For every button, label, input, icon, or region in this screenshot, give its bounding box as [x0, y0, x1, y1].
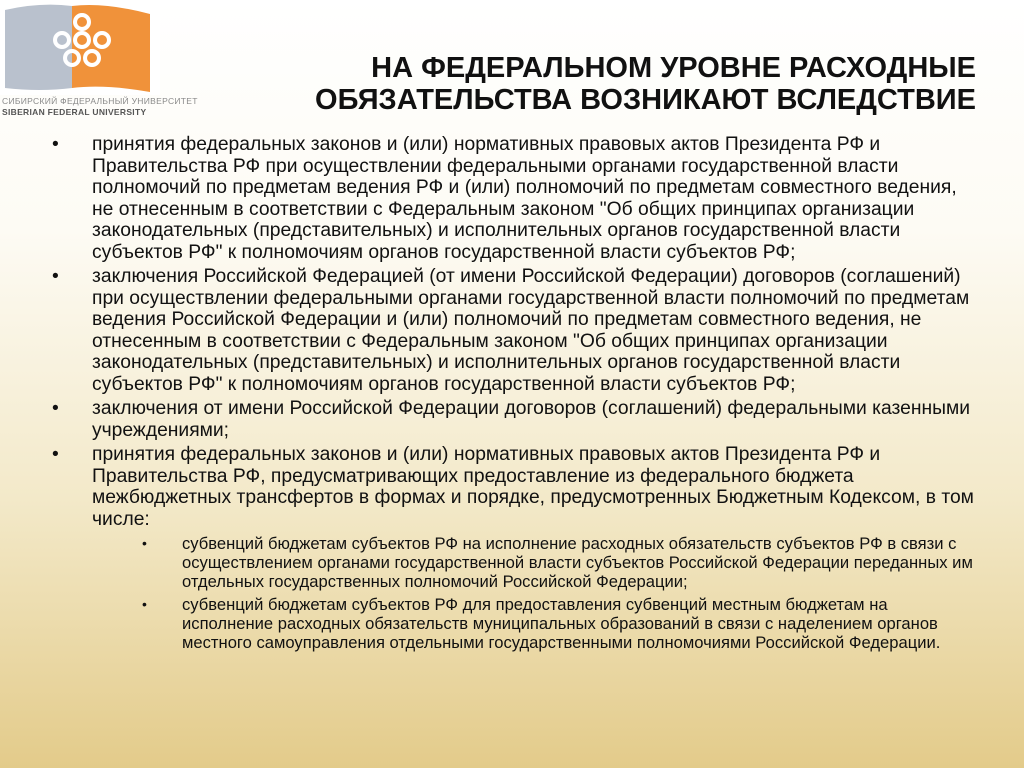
bullet-text: заключения Российской Федерацией (от имени Российской Федерации) договоров (соглашений) при осуществлении федеральными органами государственной власти полномочий по предметам ведения Российской Федерации и (или) полномочий по предметам совместного ведения, не отнесенным в соответствии с Федеральным законом "Об общих принципах организации законодательных (представительных) и исполнительных органов государственной власти субъектов РФ" к полномочиям органов государственной власти субъектов РФ;	[92, 266, 970, 395]
bullet-item	[52, 398, 982, 441]
logo-text-ru: СИБИРСКИЙ ФЕДЕРАЛЬНЫЙ УНИВЕРСИТЕТ	[2, 96, 198, 106]
bullet-list	[52, 134, 982, 656]
slide-title-line-1: НА ФЕДЕРАЛЬНОМ УРОВНЕ РАСХОДНЫЕ	[371, 52, 976, 84]
bullet-icon: •	[52, 134, 59, 155]
sub-bullet-item	[142, 595, 982, 652]
sub-bullet-text: субвенций бюджетам субъектов РФ на исполнение расходных обязательств субъектов РФ в связи с осуществлением органами государственной власти субъектов Российской Федерации переданных им отдельных государственных полномочий Российской Федерации;	[182, 534, 973, 591]
bullet-icon: •	[52, 398, 59, 419]
sub-bullet-item	[142, 534, 982, 591]
bullet-text: принятия федеральных законов и (или) нормативных правовых актов Президента РФ и Правительства РФ при осуществлении федеральными органами государственной власти полномочий по предметам ведения РФ и (или) полномочий по предметам совместного ведения, не отнесенным в соответствии с Федеральным законом "Об общих принципах организации законодательных (представительных) и исполнительных органов государственной власти субъектов РФ" к полномочиям органов государственной власти субъектов РФ;	[92, 134, 957, 263]
bullet-text: заключения от имени Российской Федерации договоров (соглашений) федеральными казенными учреждениями;	[92, 398, 971, 441]
sub-bullet-text: субвенций бюджетам субъектов РФ для предоставления субвенций местным бюджетам на исполнение расходных обязательств муниципальных образований в связи с наделением органов местного самоуправления отдельными государственными полномочиями Российской Федерации.	[182, 595, 941, 652]
university-logo	[0, 0, 198, 117]
bullet-icon: •	[52, 444, 59, 465]
bullet-item	[52, 134, 982, 263]
bullet-item	[52, 444, 982, 652]
logo-text-en: SIBERIAN FEDERAL UNIVERSITY	[2, 107, 147, 117]
sub-bullet-list	[92, 534, 982, 652]
university-logo-icon	[0, 0, 160, 95]
slide-title-line-2: ОБЯЗАТЕЛЬСТВА ВОЗНИКАЮТ ВСЛЕДСТВИЕ	[315, 84, 976, 116]
sub-bullet-icon: •	[142, 535, 147, 551]
bullet-text: принятия федеральных законов и (или) нормативных правовых актов Президента РФ и Правительства РФ, предусматривающих предоставление из федерального бюджета межбюджетных трансфертов в формах и порядке, предусмотренных Бюджетным Кодексом, в том числе:	[92, 444, 974, 530]
sub-bullet-icon: •	[142, 596, 147, 612]
slide-title	[156, 52, 976, 116]
bullet-icon: •	[52, 266, 59, 287]
bullet-item	[52, 266, 982, 395]
